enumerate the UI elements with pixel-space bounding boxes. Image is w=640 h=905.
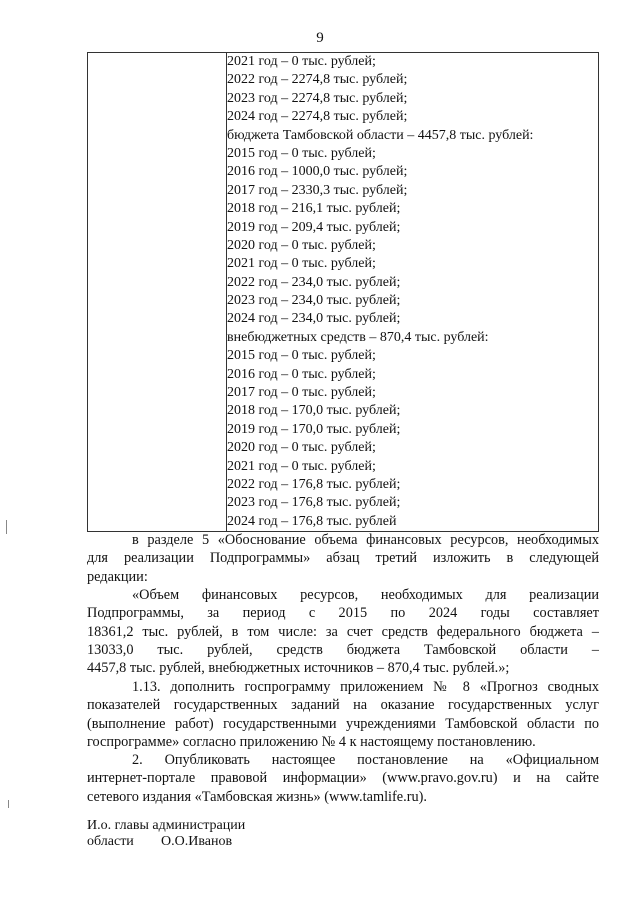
budget-line: 2018 год – 216,1 тыс. рублей;: [227, 201, 401, 217]
signature-block: [87, 818, 245, 850]
budget-line: 2015 год – 0 тыс. рублей;: [227, 348, 376, 364]
text-line: госпрограмме» согласно приложению № 4 к настоящему постановлению.: [87, 733, 536, 750]
signature-row: [87, 834, 245, 850]
budget-line: 2018 год – 170,0 тыс. рублей;: [227, 403, 401, 419]
budget-line: внебюджетных средств – 870,4 тыс. рублей:: [227, 329, 489, 345]
budget-line: 2015 год – 0 тыс. рублей;: [227, 145, 376, 161]
funding-table: [87, 52, 599, 532]
text-line: «Объем финансовых ресурсов, необходимых для реализации: [132, 587, 599, 603]
budget-line: 2019 год – 170,0 тыс. рублей;: [227, 421, 401, 437]
signature-title-line2: области: [87, 834, 134, 849]
table-label-cell: [88, 53, 227, 532]
signatory-name: О.О.Иванов: [161, 834, 233, 849]
text-line: в разделе 5 «Обоснование объема финансовых ресурсов, необходимых: [132, 532, 599, 548]
budget-line: 2022 год – 2274,8 тыс. рублей;: [227, 72, 408, 88]
budget-line: 2023 год – 2274,8 тыс. рублей;: [227, 90, 408, 106]
budget-line: 2016 год – 1000,0 тыс. рублей;: [227, 164, 408, 180]
paragraph-quote: [87, 586, 599, 677]
table-values-cell: [227, 53, 599, 532]
budget-line: 2023 год – 176,8 тыс. рублей;: [227, 495, 401, 511]
text-line: показателей государственных заданий на оказание государственных услуг: [87, 697, 599, 714]
paragraph-2: [87, 751, 599, 806]
text-line: 1.13. дополнить госпрограмму приложением № 8 «Прогноз сводных: [132, 679, 599, 695]
budget-line: 2022 год – 176,8 тыс. рублей;: [227, 476, 401, 492]
signature-title-line1: И.о. главы администрации: [87, 818, 246, 833]
budget-line: 2020 год – 0 тыс. рублей;: [227, 237, 376, 253]
budget-line: 2023 год – 234,0 тыс. рублей;: [227, 293, 401, 309]
budget-line: бюджета Тамбовской области – 4457,8 тыс. рублей:: [227, 127, 534, 143]
text-line: интернет-портале правовой информации» (www.pravo.gov.ru) и на сайте: [87, 770, 599, 787]
budget-line: 2017 год – 0 тыс. рублей;: [227, 385, 376, 401]
budget-line: 2020 год – 0 тыс. рублей;: [227, 440, 376, 456]
budget-line: 2021 год – 0 тыс. рублей;: [227, 256, 376, 272]
budget-line: 2022 год – 234,0 тыс. рублей;: [227, 274, 401, 290]
text-line: 18361,2 тыс. рублей, в том числе: за счет средств федерального бюджета –: [87, 623, 599, 640]
budget-line: 2016 год – 0 тыс. рублей;: [227, 366, 376, 382]
paragraph-section5: [87, 531, 599, 586]
text-line: 13033,0 тыс. рублей, средств бюджета Тамбовской области –: [87, 641, 599, 658]
text-line: 4457,8 тыс. рублей, внебюджетных источников – 870,4 тыс. рублей.»;: [87, 660, 510, 677]
text-line: редакции:: [87, 568, 148, 585]
budget-line: 2021 год – 0 тыс. рублей;: [227, 458, 376, 474]
text-line: Подпрограммы, за период с 2015 по 2024 годы составляет: [87, 605, 599, 622]
budget-line: 2017 год – 2330,3 тыс. рублей;: [227, 182, 408, 198]
budget-line: 2019 год – 209,4 тыс. рублей;: [227, 219, 401, 235]
budget-line: 2021 год – 0 тыс. рублей;: [227, 54, 376, 69]
text-line: для реализации Подпрограммы» абзац третий изложить в следующей: [87, 550, 599, 567]
text-line: сетевого издания «Тамбовская жизнь» (www.tamlife.ru).: [87, 788, 427, 805]
scan-margin-mark: [8, 800, 9, 808]
budget-line: 2024 год – 234,0 тыс. рублей;: [227, 311, 401, 327]
budget-line: 2024 год – 2274,8 тыс. рублей;: [227, 109, 408, 125]
text-line: 2. Опубликовать настоящее постановление на «Официальном: [132, 752, 599, 768]
paragraph-1-13: [87, 678, 599, 751]
text-line: (выполнение работ) государственными учреждениями Тамбовской области по: [87, 715, 599, 732]
budget-line: 2024 год – 176,8 тыс. рублей: [227, 513, 397, 529]
scan-margin-mark: [6, 520, 7, 534]
page-number: 9: [316, 30, 324, 46]
